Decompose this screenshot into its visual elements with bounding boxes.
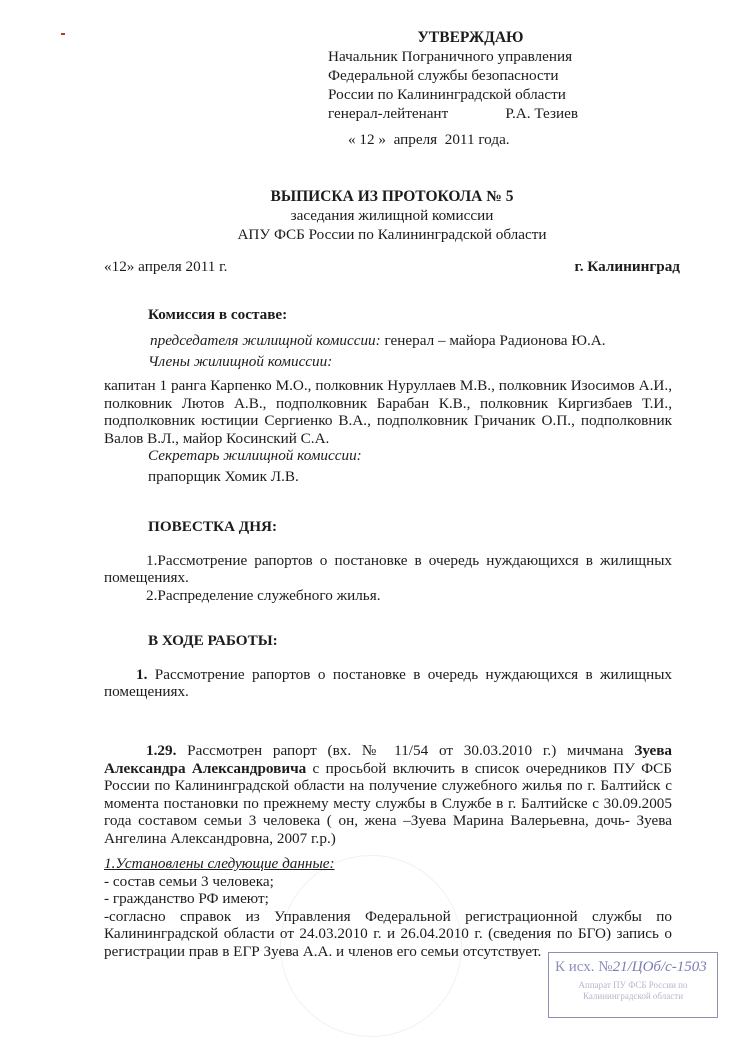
finding-item: - состав семьи 3 человека;	[104, 872, 274, 890]
case-name: Зуева Александра Александровича	[104, 742, 672, 777]
approval-heading: УТВЕРЖДАЮ	[417, 29, 524, 46]
commission-heading-block	[104, 306, 672, 324]
title-main: ВЫПИСКА ИЗ ПРОТОКОЛА № 5	[270, 188, 514, 205]
proceedings-item-num: 1.	[136, 665, 148, 683]
agenda-item: 1.Рассмотрение рапортов о постановке в очередь нуждающихся в жилищных помещениях.	[104, 551, 672, 586]
secretary-label: Секретарь жилищной комиссии:	[148, 447, 362, 464]
case-text-b: с просьбой включить в список очередников ПУ ФСБ России по Калининградской области на получение служебного жилья по г. Балтийск с момента постановки по прежнему месту службы в Службе в г. Балтийске с 30.09.2005 года составом семьи 3 человека ( он, жена –Зуева Марина Валерьевна, дочь- Зуева Ангелина Александровна, 2007 г.р.)	[104, 759, 672, 847]
stamp-org: Аппарат ПУ ФСБ России по Калининградской области	[578, 980, 688, 1001]
stamp-prefix: К исх. №	[555, 959, 613, 975]
findings-block	[104, 855, 672, 960]
chair-block	[104, 332, 672, 350]
chair-label: председателя жилищной комиссии:	[150, 332, 381, 349]
finding-item: - гражданство РФ имеют;	[104, 890, 269, 907]
commission-heading: Комиссия в составе:	[148, 306, 288, 323]
case-text-a: Рассмотрен рапорт (вх. № 11/54 от 30.03.2010 г.) мичмана	[176, 742, 635, 759]
members-block	[104, 377, 672, 465]
proceedings-item	[104, 666, 672, 701]
red-ink-mark	[61, 33, 65, 35]
title-sub2: АПУ ФСБ России по Калининградской области	[237, 226, 547, 243]
approval-signer: Р.А. Тезиев	[505, 105, 578, 122]
protocol-date: «12» апреля 2011 г.	[104, 258, 228, 275]
approval-block	[328, 28, 628, 123]
approval-line: Федеральной службы безопасности	[328, 67, 559, 84]
members-list: капитан 1 ранга Карпенко М.О., полковник Нуруллаев М.В., полковник Изосимов А.И., полковник Лютов А.В., подполковник Барабан К.В., полковник Киргизбаев Т.И., подполковник юстиции Сергиенко В.А., подполковник Гричаник О.П., подполковник Валов В.Л., майор Косинский С.А.	[104, 377, 672, 447]
approval-date: « 12 » апреля 2011 года.	[348, 131, 510, 148]
document-title	[0, 187, 744, 244]
agenda-block	[104, 518, 672, 604]
approval-line: России по Калининградской области	[328, 86, 566, 103]
approval-signature-line	[328, 104, 578, 123]
members-label: Члены жилищной комиссии:	[148, 353, 333, 370]
stamp-number	[549, 953, 717, 974]
title-sub1: заседания жилищной комиссии	[290, 207, 494, 224]
approval-rank: генерал-лейтенант	[328, 105, 449, 122]
finding-item: -согласно справок из Управления Федеральной регистрационной службы по Калининградской области от 24.03.2010 г. и 26.04.2010 г. (сведения по БГО) запись о регистрации прав в ЕГР Зуева А.А. и членов его семьи отсутствует.	[104, 907, 672, 960]
proceedings-block	[104, 632, 672, 701]
secretary-block	[104, 468, 672, 486]
secretary-name: прапорщик Хомик Л.В.	[148, 468, 299, 485]
proceedings-item-text: Рассмотрение рапортов о постановке в очередь нуждающихся в жилищных помещениях.	[104, 665, 672, 700]
agenda-item: 2.Распределение служебного жилья.	[146, 586, 381, 604]
case-paragraph	[104, 742, 672, 847]
agenda-heading: ПОВЕСТКА ДНЯ:	[148, 518, 278, 535]
registration-stamp	[548, 952, 718, 1018]
approval-line: Начальник Пограничного управления	[328, 48, 573, 65]
chair-line	[104, 332, 672, 350]
date-place-row	[104, 258, 680, 276]
case-block	[104, 742, 672, 847]
protocol-city: г. Калининград	[574, 258, 680, 275]
case-number: 1.29.	[146, 742, 177, 759]
findings-heading: 1.Установлены следующие данные:	[104, 855, 335, 872]
stamp-handwritten: 21/ЦОб/с-1503	[612, 959, 707, 975]
members-label-block	[104, 353, 672, 371]
proceedings-heading: В ХОДЕ РАБОТЫ:	[148, 632, 278, 649]
chair-value: генерал – майора Радионова Ю.А.	[380, 332, 606, 349]
